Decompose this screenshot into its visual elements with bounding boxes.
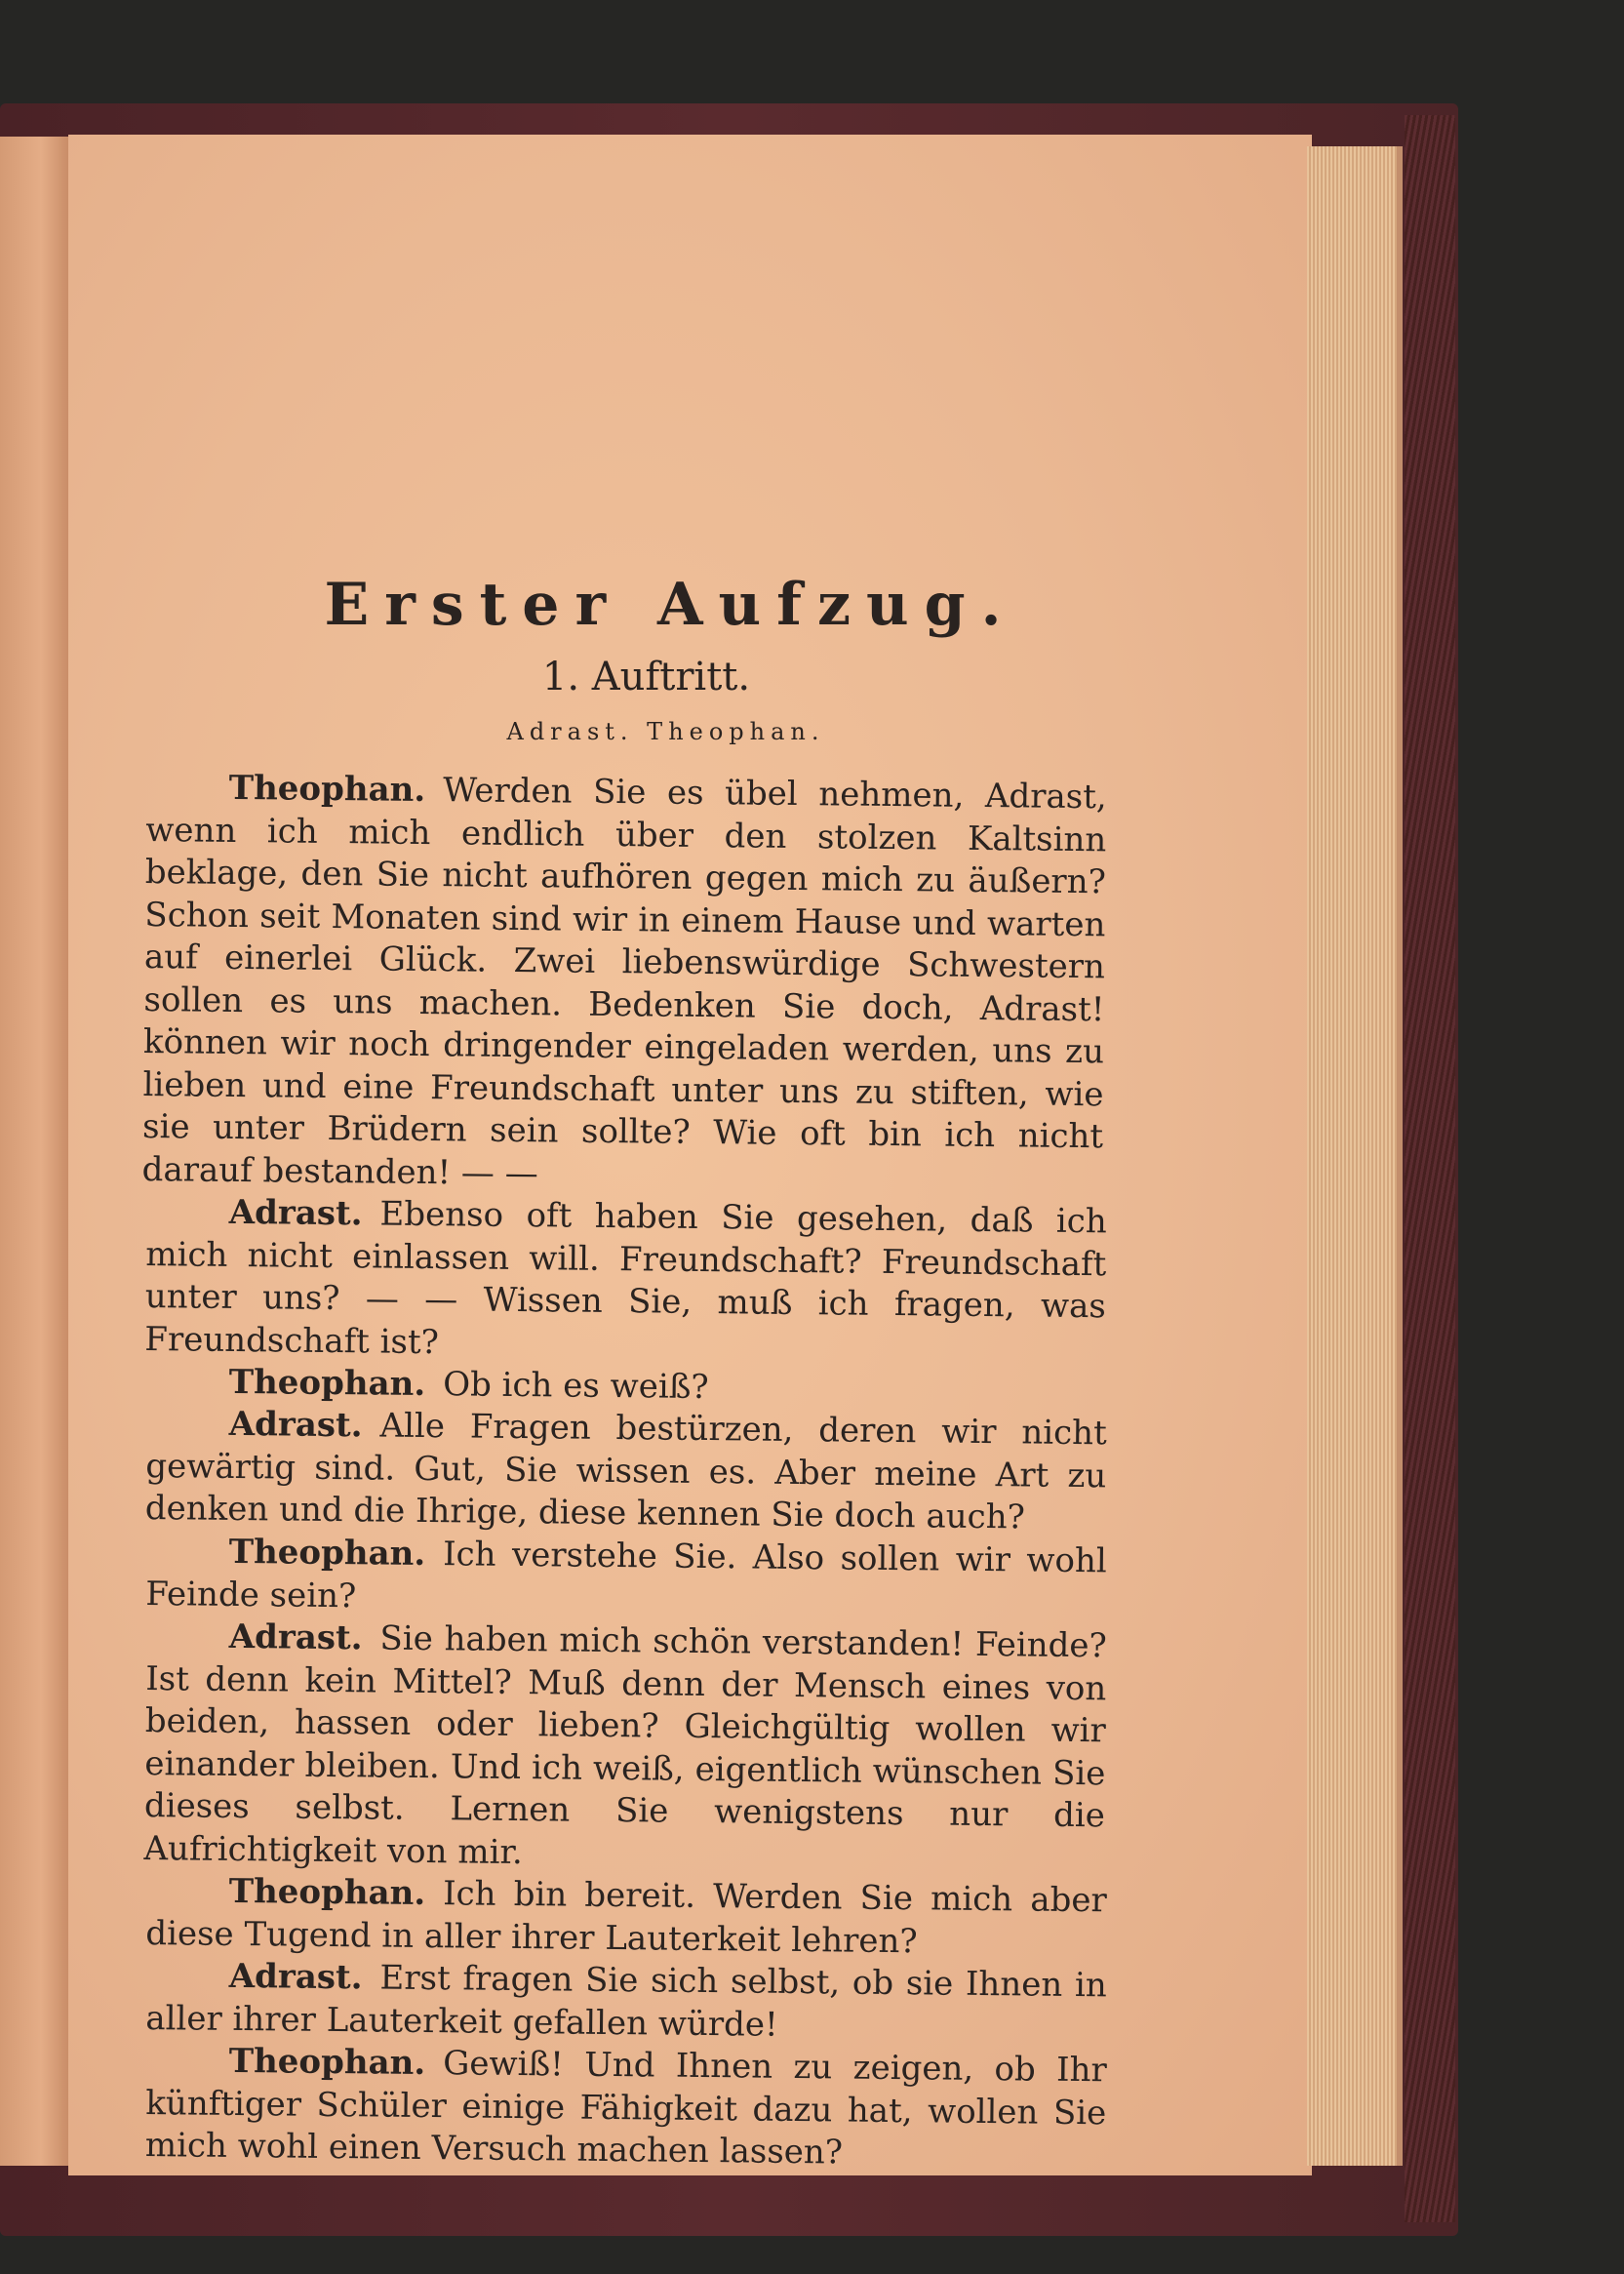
speech	[141, 767, 1107, 1201]
speaker-name: Theophan.	[228, 1871, 426, 1913]
speaker-name: Theophan.	[228, 1532, 426, 1574]
speech-text: Alle Fragen bestürzen, deren wir nicht gewärtig sind. Gut, Sie wissen es. Aber meine Art zu denken und die Ihrige, diese kennen Sie doch auch?	[144, 1406, 1107, 1537]
speech-text: Ich bin bereit. Werden Sie mich aber diese Tugend in aller ihrer Lauterkeit lehren?	[145, 1873, 1107, 1961]
speech	[145, 1870, 1107, 1965]
speech-text: Gewiß! Und Ihnen zu zeigen, ob Ihr künftiger Schüler einige Fähigkeit dazu hat, wollen Sie mich wohl einen Versuch machen lassen?	[144, 2043, 1107, 2173]
act-title: Erster Aufzug.	[324, 571, 1017, 639]
speech	[145, 1955, 1107, 2050]
speaker-name: Theophan.	[228, 2041, 426, 2083]
speech-text: Sie haben mich schön verstanden! Feinde? Ist denn kein Mittel? Muß denn der Mensch eines von beiden, hassen oder lieben? Gleichgültig wollen wir einander bleiben. Und ich weiß, eigentlich wünschen Sie dieses selbst. Lernen Sie wenigstens nur die Aufrichtigkeit von mir.	[143, 1618, 1107, 1872]
cover-edge	[1405, 115, 1455, 2222]
speaker-name: Adrast.	[228, 1616, 363, 1657]
speaker-name: Adrast.	[228, 1956, 363, 1997]
speaker-name: Theophan.	[228, 768, 426, 810]
speech	[143, 1616, 1107, 1880]
speaker-name: Theophan.	[228, 1362, 426, 1404]
speech-text: Erst fragen Sie sich selbst, ob sie Ihnen in aller ihrer Lauterkeit gefallen würde!	[145, 1958, 1107, 2044]
speech	[145, 1403, 1107, 1540]
left-page-sliver	[0, 137, 68, 2166]
speech	[144, 1191, 1107, 1371]
speaker-name: Adrast.	[228, 1404, 363, 1446]
speech	[145, 2040, 1107, 2177]
page-text	[141, 571, 1107, 2173]
speech-text: Ebenso oft haben Sie gesehen, daß ich mich nicht einlassen will. Freundschaft? Freundschaft unter uns? — — Wissen Sie, muß ich fragen, was Freundschaft ist?	[144, 1194, 1107, 1362]
persons-list: Adrast. Theophan.	[506, 718, 825, 745]
speaker-name: Adrast.	[228, 1192, 363, 1233]
speech	[145, 1531, 1107, 1625]
scene-heading: 1. Auftritt.	[541, 655, 751, 699]
speech-text: Werden Sie es übel nehmen, Adrast, wenn ich mich endlich über den stolzen Kaltsinn beklage, den Sie nicht aufhören gegen mich zu äußern? Schon seit Monaten sind wir in einem Hause und warten auf einerlei Glück. Zwei liebenswürdige Schwestern sollen es uns machen. Bedenken Sie doch, Adrast! können wir noch dringender eingeladen werden, uns zu lieben und eine Freundschaft unter uns zu stiften, wie sie unter Brüdern sein sollte? Wie oft bin ich nicht darauf bestanden! — —	[141, 770, 1107, 1193]
page-block-edge	[1307, 146, 1403, 2166]
speech-text: Ob ich es weiß?	[442, 1364, 709, 1407]
speech-text: Ich verstehe Sie. Also sollen wir wohl Feinde sein?	[145, 1534, 1107, 1616]
